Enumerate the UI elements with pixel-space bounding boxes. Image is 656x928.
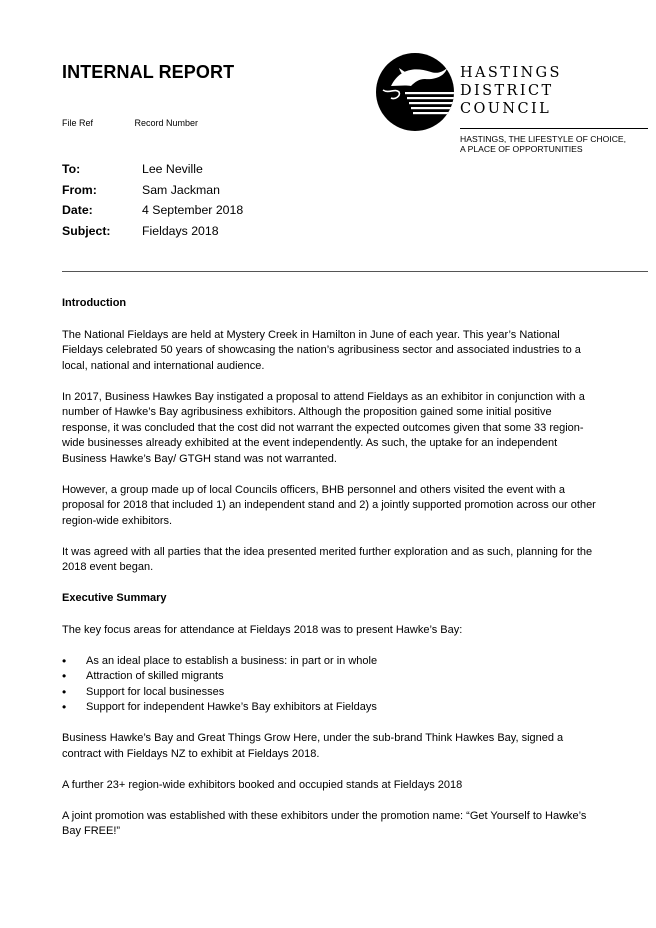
logo-divider — [460, 128, 648, 129]
memo-label: To: — [62, 162, 81, 176]
memo-value: Lee Neville — [142, 162, 203, 176]
paragraph: The key focus areas for attendance at Fieldays 2018 was to present Hawke’s Bay: — [62, 623, 463, 636]
list-item: • Support for independent Hawke’s Bay exhibitors at Fieldays — [86, 700, 602, 716]
file-reference-row — [62, 118, 198, 128]
memo-label: Subject: — [62, 223, 111, 238]
paragraph: The National Fieldays are held at Mystery Creek in Hamilton in June of each year. This year’s National Fieldays celebrated 50 years of showcasing the nation’s agribusiness sector and associated industries to a local, national and international audience. — [62, 328, 581, 372]
council-slogan — [460, 134, 626, 154]
council-logo-icon — [375, 52, 455, 132]
record-number-label: Record Number — [134, 118, 199, 128]
council-name-line3: COUNCIL — [460, 101, 552, 117]
report-title: INTERNAL REPORT — [62, 62, 235, 82]
paragraph: However, a group made up of local Councils officers, BHB personnel and others visited the event with a proposal for 2018 that included 1) an independent stand and 2) a jointly supported promotion across our other region-wide exhibitors. — [62, 483, 596, 527]
paragraph: It was agreed with all parties that the idea presented merited further exploration and as such, planning for the 2018 event began. — [62, 545, 593, 573]
council-name — [460, 64, 562, 118]
slogan-line2: A PLACE OF OPPORTUNITIES — [460, 144, 583, 154]
paragraph: A joint promotion was established with these exhibitors under the promotion name: “Get Yourself to Hawke’s Bay FREE!” — [62, 809, 587, 837]
memo-row-subject — [62, 224, 243, 245]
file-ref-label: File Ref — [62, 118, 94, 128]
memo-row-date — [62, 203, 243, 224]
memo-row-to — [62, 162, 243, 183]
paragraph: Business Hawke’s Bay and Great Things Grow Here, under the sub-brand Think Hawkes Bay, signed a contract with Fieldays NZ to exhibit at Fieldays 2018. — [62, 732, 564, 760]
introduction-heading: Introduction — [62, 297, 127, 309]
paragraph: In 2017, Business Hawkes Bay instigated a proposal to attend Fieldays as an exhibitor in conjunction with a number of Hawke’s Bay agribusiness exhibitors. Although the proposition gained some initial positive response, it was concluded that the cost did not warrant the expected outcomes given that some 33 region-wide businesses already exhibited at the event independently. As such, the uptake for an independent Business Hawke’s Bay/ GTGH stand was not warranted. — [62, 390, 585, 465]
memo-value: Sam Jackman — [142, 182, 220, 197]
list-item: • As an ideal place to establish a business: in part or in whole — [86, 654, 602, 670]
paragraph: A further 23+ region-wide exhibitors booked and occupied stands at Fieldays 2018 — [62, 778, 463, 791]
council-name-line1: HASTINGS — [460, 65, 562, 81]
memo-label: Date: — [62, 203, 93, 217]
memo-value: Fieldays 2018 — [142, 223, 219, 238]
focus-list — [62, 654, 602, 716]
header-divider — [62, 271, 648, 272]
memo-value: 4 September 2018 — [142, 203, 244, 217]
council-name-line2: DISTRICT — [460, 83, 554, 99]
memo-label: From: — [62, 182, 97, 197]
list-item: • Support for local businesses — [86, 685, 602, 701]
executive-summary-heading: Executive Summary — [62, 592, 167, 604]
report-body — [62, 296, 602, 855]
list-item: • Attraction of skilled migrants — [86, 669, 602, 685]
slogan-line1: HASTINGS, THE LIFESTYLE OF CHOICE, — [460, 134, 627, 144]
memo-block — [62, 162, 243, 244]
memo-row-from — [62, 183, 243, 204]
